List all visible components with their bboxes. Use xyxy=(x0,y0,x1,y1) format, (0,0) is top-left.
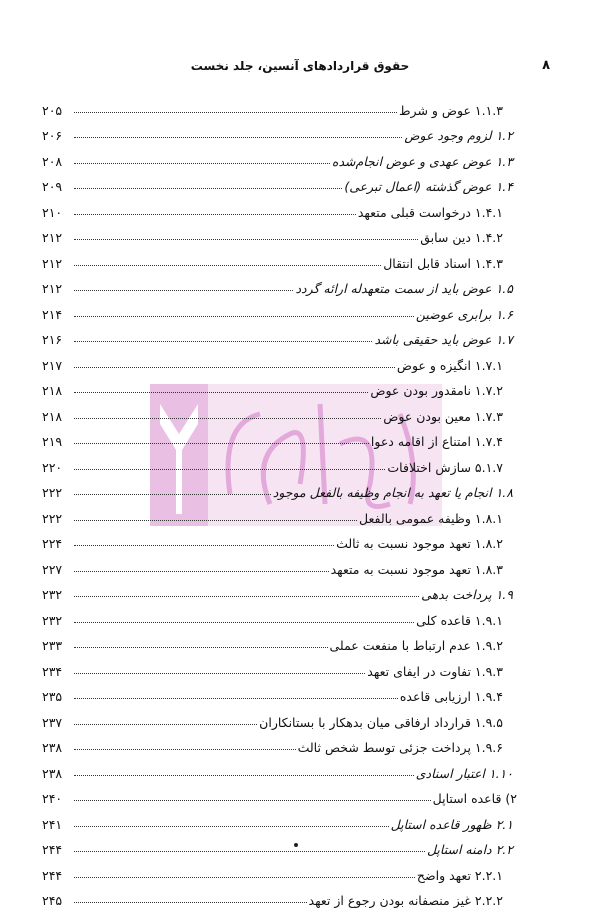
toc-entry xyxy=(42,347,517,373)
toc-entry-title: ۱.۹ پرداخت بدهی xyxy=(421,587,513,602)
dot-leader xyxy=(74,290,293,291)
toc-entry-title: ۱.۸.۲ تعهد موجود نسبت به ثالث xyxy=(336,536,503,551)
toc-entry xyxy=(42,857,517,883)
toc-entry-page: ۲۳۲ xyxy=(42,587,63,602)
toc-entry xyxy=(42,220,517,246)
toc-entry-title: ۱.۷.۱ انگیزه و عوض xyxy=(396,357,503,373)
toc-entry-title: ۱.۹.۶ پرداخت جزئی توسط شخص ثالث xyxy=(297,740,503,755)
dot-leader xyxy=(74,622,414,623)
toc-entry-page: ۲۲۷ xyxy=(42,561,63,577)
toc-entry xyxy=(42,118,517,144)
toc-entry-page: ۲۲۲ xyxy=(42,510,63,526)
toc-entry-page: ۲۰۹ xyxy=(42,179,63,194)
toc-entry-page: ۲۱۲ xyxy=(42,281,63,296)
toc-entry xyxy=(42,92,517,118)
toc-entry-page: ۲۴۱ xyxy=(42,816,63,832)
toc-entry-page: ۲۲۴ xyxy=(42,536,63,551)
toc-entry xyxy=(42,806,517,832)
toc-entry-page: ۲۳۲ xyxy=(42,612,63,628)
toc-entry xyxy=(42,526,517,552)
dot-leader xyxy=(74,392,368,393)
toc-entry-title: ۱.۱.۳ عوض و شرط xyxy=(398,102,503,118)
toc-entry-title: ۲.۱ ظهور قاعده استاپل xyxy=(390,816,513,832)
toc-entry-title: ۱.۸.۳ تعهد موجود نسبت به متعهد xyxy=(330,561,503,577)
dot-leader xyxy=(74,443,369,444)
toc-entry-title: ۲) قاعده استاپل xyxy=(432,791,517,806)
toc-entry-page: ۲۱۲ xyxy=(42,255,63,271)
toc-entry xyxy=(42,832,517,858)
toc-entry xyxy=(42,653,517,679)
toc-entry-page: ۲۲۰ xyxy=(42,459,63,475)
dot-leader xyxy=(74,112,397,113)
toc-entry-page: ۲۱۴ xyxy=(42,306,63,322)
page-header xyxy=(0,58,600,78)
footer-dot xyxy=(294,843,298,847)
toc-entry xyxy=(42,398,517,424)
toc-entry-title: ۱.۷.۳ معین بودن عوض xyxy=(383,408,503,424)
toc-entry-page: ۲۲۲ xyxy=(42,485,63,500)
toc-entry-title: ۱.۴.۲ دین سابق xyxy=(420,230,503,245)
dot-leader xyxy=(74,596,419,597)
dot-leader xyxy=(74,826,389,827)
toc-entry-title: ۱.۷ عوض باید حقیقی باشد xyxy=(374,332,513,347)
toc-entry-title: ۵.۱.۷ سازش اختلافات xyxy=(387,459,503,475)
toc-entry-title: ۱.۷.۴ امتناع از اقامه دعوا xyxy=(370,434,503,449)
dot-leader xyxy=(74,316,414,317)
dot-leader xyxy=(74,265,381,266)
toc-entry xyxy=(42,169,517,195)
toc-entry xyxy=(42,143,517,169)
dot-leader xyxy=(74,367,395,368)
dot-leader xyxy=(74,724,257,725)
toc-entry-page: ۲۴۰ xyxy=(42,791,63,806)
toc-entry-title: ۱.۲ لزوم وجود عوض xyxy=(404,128,513,143)
toc-entry-title: ۲.۲ دامنه استاپل xyxy=(426,842,513,857)
toc-entry xyxy=(42,628,517,654)
toc-entry xyxy=(42,475,517,501)
toc-entry-title: ۱.۴ عوض گذشته (اعمال تبرعی) xyxy=(344,179,513,194)
toc-entry xyxy=(42,245,517,271)
toc-entry xyxy=(42,322,517,348)
dot-leader xyxy=(74,698,398,699)
dot-leader xyxy=(74,749,296,750)
toc-entry-title: ۱.۴.۳ اسناد قابل انتقال xyxy=(383,255,503,271)
dot-leader xyxy=(74,239,418,240)
toc-entry-title: ۱.۹.۴ ارزیابی قاعده xyxy=(399,689,503,704)
running-title: حقوق قراردادهای آنسین، جلد نخست xyxy=(190,59,410,73)
dot-leader xyxy=(74,877,415,878)
toc-entry-title: ۱.۵ عوض باید از سمت متعهدله ارائه گردد xyxy=(295,281,513,296)
page-number: ۸ xyxy=(542,58,550,73)
toc-entry-page: ۲۰۸ xyxy=(42,153,63,169)
toc-entry-page: ۲۳۳ xyxy=(42,638,63,653)
toc-entry xyxy=(42,577,517,603)
toc-entry-title: ۱.۴.۱ درخواست قبلی متعهد xyxy=(357,204,503,220)
toc-entry xyxy=(42,730,517,756)
toc-entry-page: ۲۳۴ xyxy=(42,663,63,679)
dot-leader xyxy=(74,494,271,495)
dot-leader xyxy=(74,163,330,164)
toc-entry-title: ۲.۲.۲ غیز منصفانه بودن رجوع از تعهد xyxy=(308,893,503,908)
toc-entry-page: ۲۳۸ xyxy=(42,740,63,755)
toc-entry-page: ۲۴۴ xyxy=(42,842,63,857)
toc-entry xyxy=(42,602,517,628)
dot-leader xyxy=(74,775,414,776)
dot-leader xyxy=(74,545,334,546)
toc-entry xyxy=(42,781,517,807)
dot-leader xyxy=(74,673,365,674)
toc-entry-title: ۱.۷.۲ نامقدور بودن عوض xyxy=(370,383,503,398)
dot-leader xyxy=(74,902,307,903)
toc-entry-title: ۱.۱۰ اعتبار اسنادی xyxy=(415,765,513,781)
toc-entry xyxy=(42,755,517,781)
toc-entry-page: ۲۱۶ xyxy=(42,332,63,347)
dot-leader xyxy=(74,341,372,342)
dot-leader xyxy=(74,214,356,215)
toc-entry-title: ۱.۸ انجام یا تعهد به انجام وظیفه بالفعل موجود xyxy=(272,485,513,500)
toc-entry-title: ۲.۲.۱ تعهد واضح xyxy=(416,867,503,883)
toc-entry xyxy=(42,551,517,577)
toc-entry xyxy=(42,271,517,297)
toc-entry xyxy=(42,424,517,450)
toc-entry-page: ۲۱۸ xyxy=(42,408,63,424)
toc-entry xyxy=(42,449,517,475)
toc-entry-page: ۲۱۹ xyxy=(42,434,63,449)
toc-entry-page: ۲۱۷ xyxy=(42,357,63,373)
toc-entry xyxy=(42,373,517,399)
toc-entry-page: ۲۱۸ xyxy=(42,383,63,398)
dot-leader xyxy=(74,800,431,801)
toc-entry-title: ۱.۹.۱ قاعده کلی xyxy=(416,612,503,628)
table-of-contents xyxy=(42,92,517,908)
toc-entry xyxy=(42,679,517,705)
toc-entry-page: ۲۱۲ xyxy=(42,230,63,245)
toc-entry-title: ۱.۹.۳ تفاوت در ایفای تعهد xyxy=(367,663,503,679)
toc-entry-page: ۲۰۶ xyxy=(42,128,63,143)
toc-entry-page: ۲۰۵ xyxy=(42,102,63,118)
toc-entry xyxy=(42,704,517,730)
toc-entry-page: ۲۳۸ xyxy=(42,765,63,781)
dot-leader xyxy=(74,469,385,470)
toc-entry-page: ۲۳۵ xyxy=(42,689,63,704)
toc-entry-title: ۱.۶ برابری عوضین xyxy=(415,306,513,322)
dot-leader xyxy=(74,647,328,648)
toc-entry xyxy=(42,194,517,220)
toc-entry-title: ۱.۹.۲ عدم ارتباط با منفعت عملی xyxy=(329,638,503,653)
dot-leader xyxy=(74,418,381,419)
dot-leader xyxy=(74,520,357,521)
toc-entry-page: ۲۴۵ xyxy=(42,893,63,908)
toc-entry-title: ۱.۳ عوض عهدی و عوض انجام‌شده xyxy=(331,153,513,169)
toc-entry-page: ۲۴۴ xyxy=(42,867,63,883)
toc-entry xyxy=(42,883,517,909)
dot-leader xyxy=(74,571,329,572)
toc-entry-page: ۲۳۷ xyxy=(42,714,63,730)
dot-leader xyxy=(74,188,342,189)
toc-entry-title: ۱.۹.۵ قرارداد ارفاقی میان بدهکار با بستانکاران xyxy=(259,714,503,730)
toc-entry xyxy=(42,296,517,322)
toc-entry xyxy=(42,500,517,526)
toc-entry-title: ۱.۸.۱ وظیفه عمومی بالفعل xyxy=(359,510,503,526)
dot-leader xyxy=(74,851,425,852)
toc-entry-page: ۲۱۰ xyxy=(42,204,63,220)
dot-leader xyxy=(74,137,402,138)
